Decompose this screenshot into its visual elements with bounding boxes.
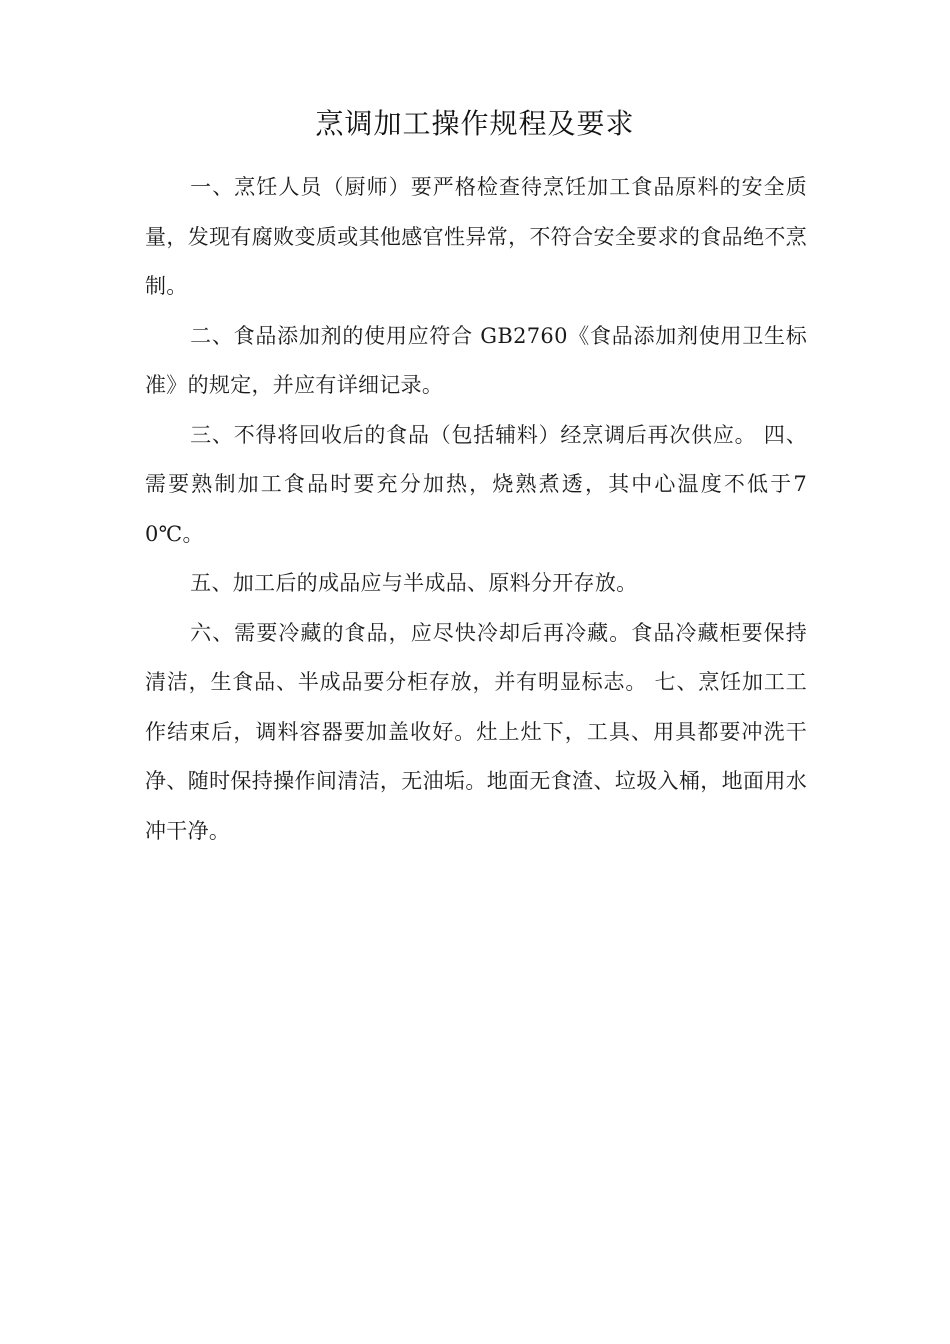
document-title: 烹调加工操作规程及要求 [315, 107, 635, 140]
paragraph-1: 一、烹饪人员（厨师）要严格检查待烹饪加工食品原料的安全质量，发现有腐败变质或其他感官性异常，不符合安全要求的食品绝不烹制。 [145, 175, 807, 298]
paragraph-2: 二、食品添加剂的使用应符合 GB2760《食品添加剂使用卫生标准》的规定，并应有详细记录。 [145, 323, 807, 397]
document-body [145, 163, 807, 856]
paragraph-4: 五、加工后的成品应与半成品、原料分开存放。 [190, 571, 638, 595]
paragraph-5: 六、需要冷藏的食品，应尽快冷却后再冷藏。食品冷藏柜要保持清洁，生食品、半成品要分柜存放，并有明显标志。 七、烹饪加工工作结束后，调料容器要加盖收好。灶上灶下，工具、用具都要冲洗干净、随时保持操作间清洁，无油垢。地面无食渣、垃圾入桶，地面用水冲干净。 [145, 620, 807, 843]
paragraph-3: 三、不得将回收后的食品（包括辅料）经烹调后再次供应。 四、需要熟制加工食品时要充分加热，烧熟煮透，其中心温度不低于70℃。 [145, 422, 807, 546]
